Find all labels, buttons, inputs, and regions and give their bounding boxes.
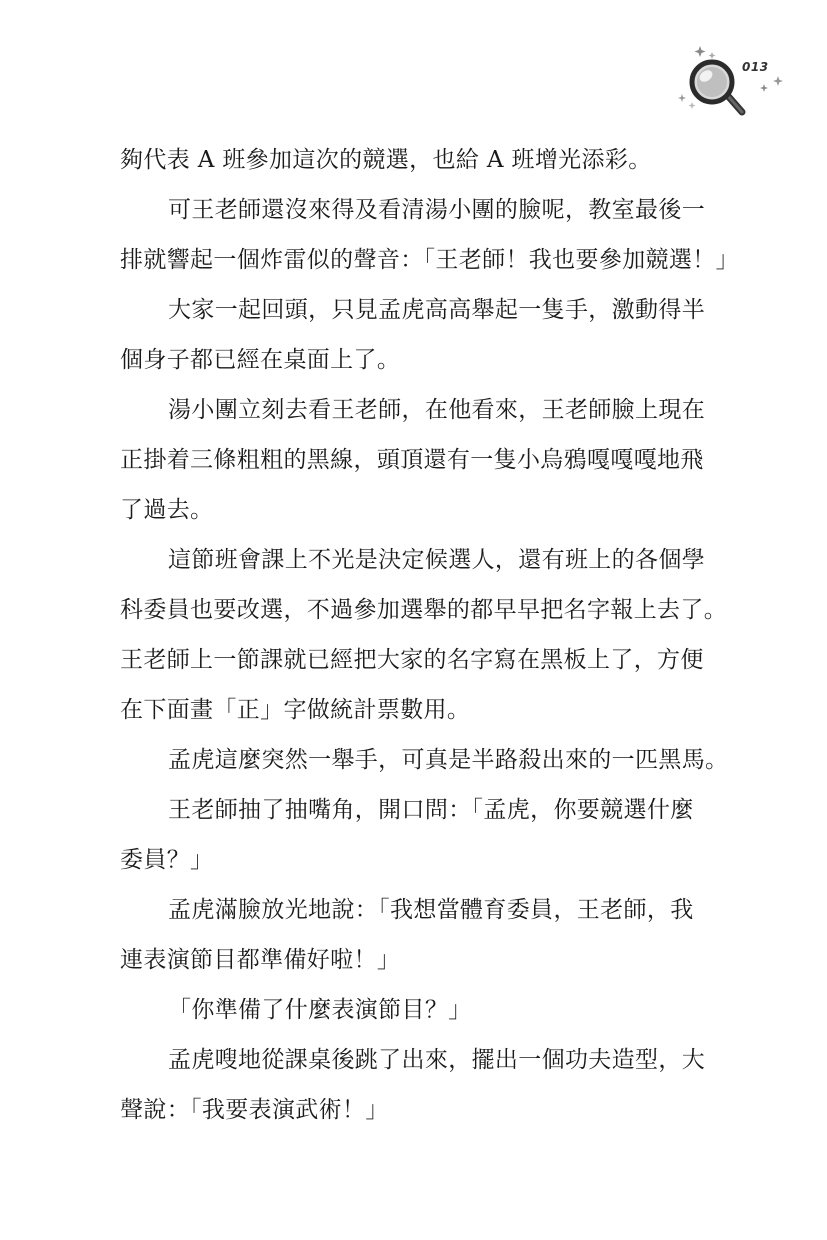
text-line: 委員？」 (120, 847, 214, 873)
paragraph-start: 「你準備了什麼表演節目？」 (168, 997, 472, 1023)
text-line: 科委員也要改選，不過參加選舉的都早早把名字報上去了。 (120, 597, 728, 623)
text-line: 夠代表 A 班參加這次的競選，也給 A 班增光添彩。 (120, 147, 652, 173)
magnifying-glass-icon (670, 40, 790, 120)
paragraph-start: 這節班會課上不光是決定候選人，還有班上的各個學 (168, 547, 706, 573)
page-number: 013 (742, 60, 769, 74)
paragraph-start: 孟虎滿臉放光地說：「我想當體育委員，王老師，我 (168, 897, 694, 923)
paragraph-start: 孟虎嗖地從課桌後跳了出來，擺出一個功夫造型，大 (168, 1047, 706, 1073)
text-line: 了過去。 (120, 497, 214, 523)
text-line: 聲說：「我要表演武術！」 (120, 1097, 389, 1123)
text-line: 王老師上一節課就已經把大家的名字寫在黑板上了，方便 (120, 647, 704, 673)
text-line: 連表演節目都準備好啦！」 (120, 947, 401, 973)
page-header (670, 40, 790, 120)
paragraph-start: 湯小團立刻去看王老師，在他看來，王老師臉上現在 (168, 397, 706, 423)
text-line: 個身子都已經在桌面上了。 (120, 347, 401, 373)
body-text (120, 135, 740, 1135)
text-line: 排就響起一個炸雷似的聲音：「王老師！我也要參加競選！」 (120, 247, 739, 273)
text-line: 在下面畫「正」字做統計票數用。 (120, 697, 471, 723)
text-line: 正掛着三條粗粗的黑線，頭頂還有一隻小烏鴉嘎嘎嘎地飛 (120, 447, 704, 473)
paragraph-start: 王老師抽了抽嘴角，開口問：「孟虎，你要競選什麼 (168, 797, 694, 823)
paragraph-start: 大家一起回頭，只見孟虎高高舉起一隻手，激動得半 (168, 297, 706, 323)
paragraph-start: 可王老師還沒來得及看清湯小團的臉呢，教室最後一 (168, 197, 706, 223)
paragraph-start: 孟虎這麼突然一舉手，可真是半路殺出來的一匹黑馬。 (168, 747, 729, 773)
